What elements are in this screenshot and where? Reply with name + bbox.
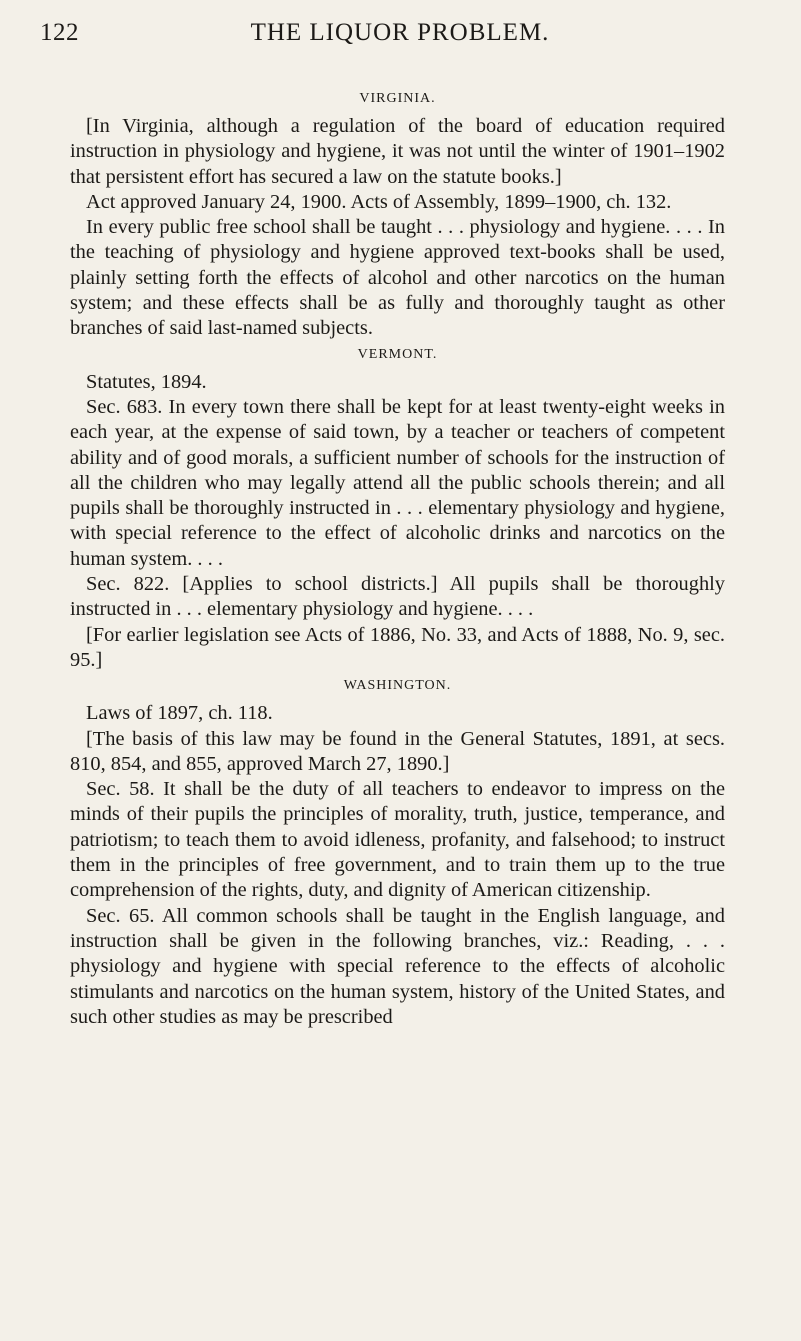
- paragraph: Statutes, 1894.: [86, 370, 207, 393]
- paragraph: Act approved January 24, 1900. Acts of Assembly, 1899–1900, ch. 132.: [86, 190, 672, 213]
- section-washington: [70, 675, 725, 1030]
- paragraph: Sec. 58. It shall be the duty of all teachers to endeavor to impress on the minds of their pupils the principles of morality, truth, justice, temperance, and patriotism; to teach them to avoid idleness, profanity, and falsehood; to instruct them in the principles of free government, and to train them up to the true comprehension of the rights, duty, and dignity of American citizenship.: [70, 778, 725, 902]
- page-header: [40, 16, 760, 50]
- section-heading: WASHINGTON.: [343, 678, 452, 694]
- section-virginia: [70, 88, 725, 342]
- paragraph: [For earlier legislation see Acts of 1886, No. 33, and Acts of 1888, No. 9, sec. 95.]: [70, 623, 725, 671]
- paragraph: [The basis of this law may be found in the General Statutes, 1891, at secs. 810, 854, and 855, approved March 27, 1890.]: [70, 727, 725, 775]
- section-heading: VERMONT.: [357, 346, 438, 362]
- paragraph: Sec. 683. In every town there shall be kept for at least twenty-eight weeks in each year, at the expense of said town, by a teacher or teachers of competent ability and of good morals, a sufficient number of schools for the instruction of all the children who may legally attend all the public schools therein; and all pupils shall be thoroughly instructed in . . . elementary physiology and hygiene, with special reference to the effect of alcoholic drinks and narcotics on the human system. . . .: [70, 395, 725, 570]
- running-title: THE LIQUOR PROBLEM.: [250, 19, 550, 46]
- paragraph: Laws of 1897, ch. 118.: [86, 702, 273, 725]
- paragraph: [In Virginia, although a regulation of the board of education required instruction in physiology and hygiene, it was not until the winter of 1901–1902 that persistent effort has secured a law on the statute books.]: [70, 115, 725, 188]
- paragraph: Sec. 822. [Applies to school districts.] All pupils shall be thoroughly instructed in . . . elementary physiology and hygiene. . . .: [70, 573, 725, 621]
- paragraph: In every public free school shall be taught . . . physiology and hygiene. . . . In the teaching of physiology and hygiene approved text-books shall be used, plainly setting forth the effects of alcohol and other narcotics on the human system; and these effects shall be as fully and thoroughly taught as other branches of said last-named subjects.: [70, 216, 725, 340]
- page-body: [70, 88, 725, 1030]
- section-vermont: [70, 344, 725, 674]
- page-number: 122: [40, 19, 79, 46]
- paragraph: Sec. 65. All common schools shall be taught in the English language, and instruction shall be given in the following branches, viz.: Reading, . . . physiology and hygiene with special reference to the effects of alcoholic stimulants and narcotics on the human system, history of the United States, and such other studies as may be prescribed: [70, 904, 725, 1028]
- section-heading: VIRGINIA.: [359, 91, 436, 106]
